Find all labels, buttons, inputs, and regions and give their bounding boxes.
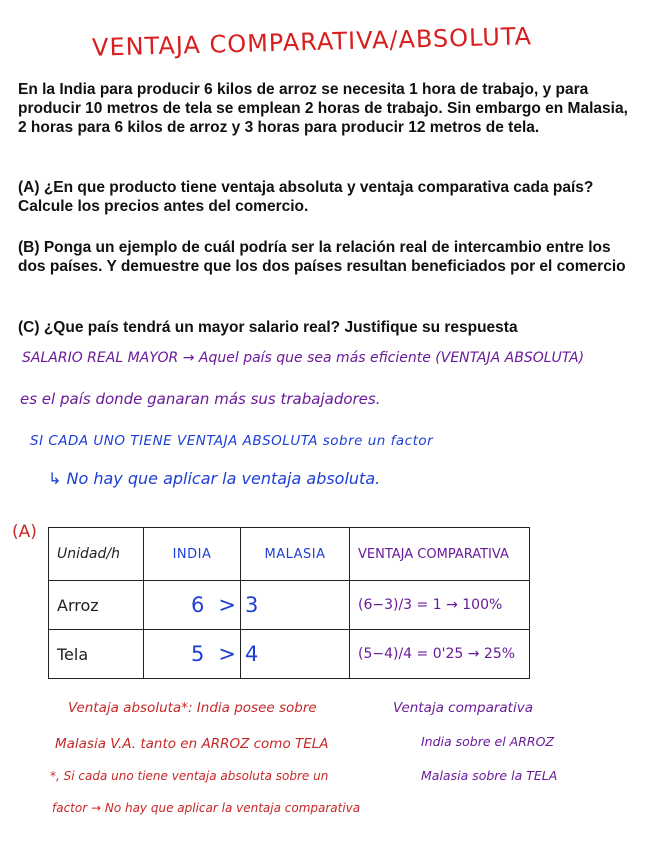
question-c: (C) ¿Que país tendrá un mayor salario real? Justifique su respuesta <box>18 319 518 336</box>
comparative-malasia: Malasia sobre la TELA <box>421 768 558 783</box>
note-real-wage: SALARIO REAL MAYOR → Aquel país que sea más eficiente (VENTAJA ABSOLUTA) <box>22 350 585 366</box>
note-no-absolute: ↳ No hay que aplicar la ventaja absoluta. <box>48 469 381 488</box>
header-unit: Unidad/h <box>49 528 144 581</box>
header-india: INDIA <box>144 528 241 581</box>
table-header-row <box>49 528 530 581</box>
greater-than-sign: > <box>218 642 236 666</box>
absolute-line-3: *, Si cada uno tiene ventaja absoluta sobre un <box>50 769 329 783</box>
row-comparative: (5−4)/4 = 0'25 → 25% <box>350 630 530 679</box>
absolute-line-4: factor → No hay que aplicar la ventaja comparativa <box>52 801 361 815</box>
row-product: Arroz <box>49 581 144 630</box>
header-malasia: MALASIA <box>241 528 350 581</box>
comparative-title: Ventaja comparativa <box>393 700 533 716</box>
comparison-table <box>48 527 530 679</box>
row-india <box>144 630 241 679</box>
row-malasia: 4 <box>241 630 350 679</box>
page-title: VENTAJA COMPARATIVA/ABSOLUTA <box>91 22 533 62</box>
header-comparative: VENTAJA COMPARATIVA <box>350 528 530 581</box>
question-a: (A) ¿En que producto tiene ventaja absoluta y ventaja comparativa cada país? Calcule los precios antes del comercio. <box>18 179 594 215</box>
row-malasia: 3 <box>241 581 350 630</box>
note-real-wage-cont: es el país donde ganaran más sus trabajadores. <box>20 390 381 408</box>
table-row <box>49 581 530 630</box>
india-value: 6 <box>191 593 205 617</box>
note-each-absolute: SI CADA UNO TIENE VENTAJA ABSOLUTA sobre un factor <box>30 433 434 449</box>
question-b: (B) Ponga un ejemplo de cuál podría ser la relación real de intercambio entre los dos países. Y demuestre que los dos países resultan beneficiados por el comercio <box>18 239 626 275</box>
section-a-label: (A) <box>12 522 37 542</box>
comparative-india: India sobre el ARROZ <box>421 734 555 749</box>
absolute-line-1: Ventaja absoluta*: India posee sobre <box>68 700 317 716</box>
greater-than-sign: > <box>218 593 236 617</box>
problem-statement: En la India para producir 6 kilos de arroz se necesita 1 hora de trabajo, y para producir 10 metros de tela se emplean 2 horas de trabajo. Sin embargo en Malasia, 2 horas para 6 kilos de arroz y 3 horas para producir 12 metros de tela. <box>18 81 628 136</box>
india-value: 5 <box>191 642 205 666</box>
row-comparative: (6−3)/3 = 1 → 100% <box>350 581 530 630</box>
row-product: Tela <box>49 630 144 679</box>
absolute-line-2: Malasia V.A. tanto en ARROZ como TELA <box>55 736 329 752</box>
row-india <box>144 581 241 630</box>
table-row <box>49 630 530 679</box>
